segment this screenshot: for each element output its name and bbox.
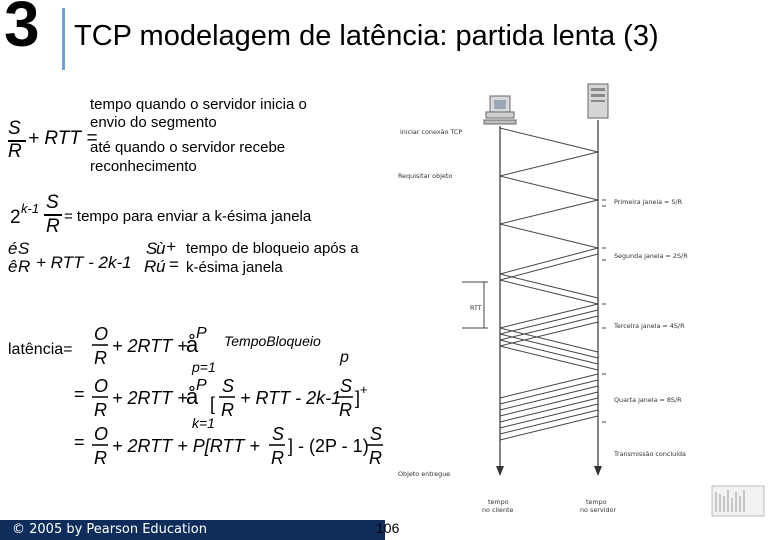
window4-lines: [500, 328, 598, 440]
def1-desc-line4: reconhecimento: [90, 158, 197, 175]
def2-numerator: S: [46, 192, 59, 213]
def3-den-r: R: [18, 257, 31, 276]
l1-lower: p=1: [192, 359, 216, 375]
def3-formula: [6, 236, 186, 306]
def2-desc: = tempo para enviar a k-ésima janela: [64, 208, 312, 225]
label-w4: Quarta janela = 8S/R: [614, 396, 682, 404]
label-w3: Terceira janela = 4S/R: [614, 322, 685, 330]
l2-R: R: [94, 400, 107, 420]
def3-den-r2: R: [144, 257, 157, 276]
def2-base: 2: [10, 207, 21, 228]
l2-rtt-2: + RTT - 2k-1: [240, 388, 342, 408]
client-computer-icon: [484, 96, 516, 124]
copyright-text: © 2005 by Pearson Education: [0, 520, 385, 540]
label-done: Transmissão concluída: [614, 450, 686, 458]
l1-sum-label: TempoBloqueio: [224, 333, 321, 349]
timing-diagram: [388, 78, 780, 520]
l3-mid: + 2RTT + P[RTT +: [112, 436, 260, 456]
window-brackets: [602, 200, 606, 422]
l1-upper-p: P: [196, 325, 207, 342]
def3-desc-line1: tempo de bloqueio após a: [186, 240, 359, 257]
def1-desc-line1: tempo quando o servidor inicia o: [90, 96, 307, 113]
handshake-lines: [500, 128, 598, 200]
def3-ceil: ù: [156, 239, 166, 258]
label-client-time-1: tempo: [488, 498, 509, 506]
label-w2: Segunda janela = 2S/R: [614, 252, 688, 260]
l1-sub-p: p: [340, 349, 349, 366]
l3-O: O: [94, 424, 109, 444]
def3-num-s2: S: [146, 239, 158, 258]
l2-S2: S: [340, 376, 353, 396]
label-client-time-2: no cliente: [482, 506, 514, 514]
l3-R3: R: [369, 448, 382, 468]
label-w1: Primeira janela = S/R: [614, 198, 683, 206]
l3-R: R: [94, 448, 107, 468]
def3-num-s: S: [18, 239, 30, 258]
l2-close: ]: [355, 388, 361, 408]
def1-desc-line3: até quando o servidor recebe: [90, 139, 286, 156]
l2-eq: =: [74, 384, 85, 404]
l2-plus: +: [360, 382, 368, 397]
l2-S: S: [222, 376, 235, 396]
def2-exponent: k-1: [21, 201, 40, 216]
l1-R: R: [94, 348, 107, 368]
l1-O: O: [94, 324, 109, 344]
def3-plus: +: [166, 237, 176, 256]
slide-title: TCP modelagem de latência: partida lenta (3): [74, 20, 659, 52]
def3-rtt: + RTT - 2k-1: [36, 253, 132, 272]
label-start: iniciar conexão TCP: [400, 128, 463, 136]
chapter-number: 3: [4, 0, 40, 60]
l2-O: O: [94, 376, 109, 396]
def3-floor: ú: [156, 257, 166, 276]
l2-R2: R: [221, 400, 234, 420]
def2-denominator: R: [46, 216, 60, 237]
def1-numerator: S: [8, 118, 21, 139]
l1-sigma: å: [186, 332, 199, 357]
def1-desc-line2: envio do segmento: [90, 114, 217, 131]
l3-S2: S: [370, 424, 383, 444]
page-number: 106: [376, 520, 400, 536]
label-server-time-2: no servidor: [580, 506, 617, 514]
def3-bracket-mid: ê: [8, 257, 18, 276]
label-server-time-1: tempo: [586, 498, 607, 506]
thumbnail-image: [712, 486, 764, 516]
l2-upper-p: P: [196, 377, 207, 394]
window1-lines: [500, 200, 598, 248]
l3-R2: R: [271, 448, 284, 468]
latency-label: latência=: [8, 341, 73, 358]
l3-tail: ] - (2P - 1): [288, 436, 369, 456]
def3-bracket-top: é: [8, 239, 18, 258]
def3-equals: =: [169, 255, 179, 274]
l3-eq: =: [74, 432, 85, 452]
l3-S: S: [272, 424, 285, 444]
label-rtt: RTT: [470, 304, 482, 312]
def1-rhs: + RTT =: [28, 128, 98, 149]
l2-sigma: å: [186, 384, 199, 409]
latency-equation: [6, 316, 396, 481]
l2-open: [: [210, 394, 216, 414]
window2-lines: [500, 248, 598, 304]
server-computer-icon: [588, 84, 608, 118]
l2-lower: k=1: [192, 415, 215, 431]
def1-denominator: R: [8, 141, 22, 162]
l1-rtt: + 2RTT +: [112, 336, 188, 356]
def3-desc-line2: k-ésima janela: [186, 259, 283, 276]
l2-R3: R: [339, 400, 352, 420]
label-delivered: Objeto entregue: [398, 470, 451, 478]
label-request: Requisitar objeto: [398, 172, 453, 180]
l2-rtt: + 2RTT +: [112, 388, 188, 408]
